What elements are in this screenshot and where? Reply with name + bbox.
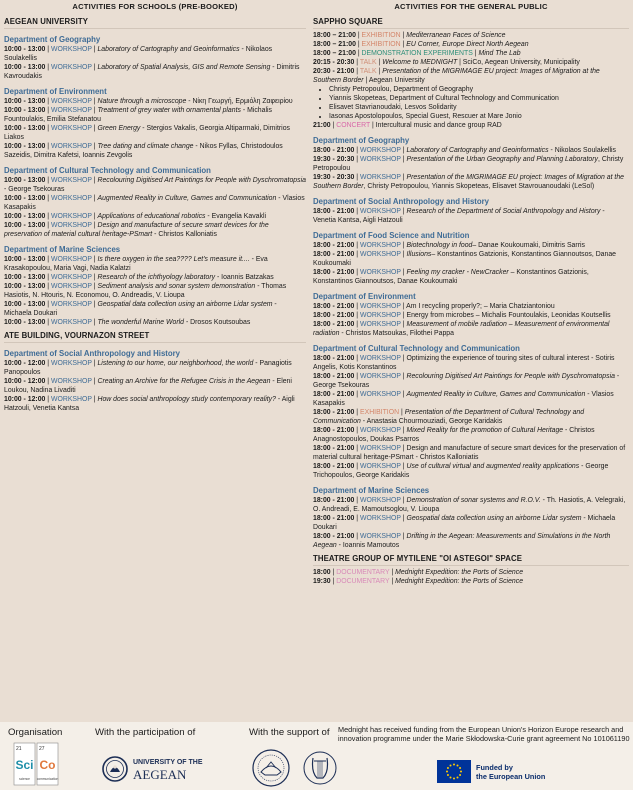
event-type: WORKSHOP	[51, 274, 92, 281]
event-type: WORKSHOP	[51, 125, 92, 132]
event-line: 10:00 - 13:00 | WORKSHOP | Laboratory of Spatial Analysis, GIS and Remote Sensing - Dimitris Kavroudakis	[4, 64, 300, 80]
event-title: Drifting in the Aegean: Measurements and Simulations in the North Aegean	[313, 533, 611, 549]
event-type: WORKSHOP	[360, 391, 401, 398]
event-people: - Vlasios Kasapakis	[313, 391, 614, 407]
event-people: - Christos Kalloniatis	[152, 231, 217, 238]
event-title: Biotechnology in food	[406, 242, 473, 249]
department-title: Department of Marine Sciences	[313, 486, 430, 495]
eu-star	[450, 777, 452, 779]
schools-column	[4, 0, 306, 413]
event-people: - Christos Anagnostopoulos, Doukas Psarros	[313, 427, 595, 443]
event-type: WORKSHOP	[360, 147, 401, 154]
event-type: WORKSHOP	[360, 515, 401, 522]
event-time: 18:00 - 21:00	[313, 427, 355, 434]
event-title: Design and manufacture of secure smart devices for the preservation of material cultural heritage-PSmart	[313, 445, 626, 461]
event-type: EXHIBITION	[361, 41, 401, 48]
event-time: 18:00	[313, 569, 331, 576]
event-time: 18:00 – 21:00	[313, 32, 356, 39]
event-people: - Eva Krasakopoulou, Maria Vagi, Nadia Kalatzi	[4, 256, 268, 272]
scico-number-2: 27	[39, 746, 45, 752]
event-title: Nature through a microscope	[97, 98, 187, 105]
event-time: 18:00 - 21:00	[313, 409, 355, 416]
event-line: 10:00 - 13:00 | WORKSHOP | Laboratory of Cartography and Geoinformatics - Nikolaos Soulakellis	[4, 46, 273, 62]
eu-star	[460, 771, 462, 773]
event-line: 20:30 - 21:00 | TALK | Presentation of the MIGRIMAGE EU project: Images of Migration at the Southern Border | Aegean University	[313, 68, 600, 84]
department-block	[313, 344, 629, 480]
event-type: EXHIBITION	[360, 409, 400, 416]
event-type: WORKSHOP	[360, 355, 401, 362]
event-title: Treatment of grey water with ornamental plants	[97, 107, 241, 114]
public-column	[313, 0, 629, 586]
event-type: WORKSHOP	[51, 143, 92, 150]
event-line: 18:00 - 21:00 | WORKSHOP | Recolouring Digitised Art Paintings for People with Dyschromatopsia - George Tsekouras	[313, 373, 620, 389]
event-people: | Aegean University	[363, 77, 425, 84]
eu-star	[453, 778, 455, 780]
event-time: 18:00 – 21:00	[313, 50, 356, 57]
event-time: 10:00 - 13:00	[4, 213, 46, 220]
department-title: Department of Marine Sciences	[4, 245, 121, 254]
event-people: - Vlasios Kasapakis	[4, 195, 305, 211]
event-line: 10:00 - 13:00 | WORKSHOP | Design and manufacture of secure smart devices for the preservation of material cultural heritage-PSmart - Christos Kalloniatis	[4, 222, 269, 238]
event-title: Applications of educational robotics	[97, 213, 206, 220]
event-type: WORKSHOP	[51, 107, 92, 114]
event-line: 19:30 | DOCUMENTARY | Mednight Expedition: the Ports of Science	[313, 578, 524, 585]
department-title: Department of Social Anthropology and History	[313, 197, 490, 206]
eu-star	[450, 764, 452, 766]
event-title: Is there oxygen in the sea???? Let's measure it....	[97, 256, 252, 263]
venue-title: AEGEAN UNIVERSITY	[4, 17, 306, 29]
event-people: - Ioannis Batzakas	[215, 274, 274, 281]
event-title: Mediterranean Faces of Science	[406, 32, 506, 39]
event-title: Optimizing the experience of touring sites of cultural interest	[406, 355, 590, 362]
event-line: 18:00 - 21:00 | EXHIBITION | Presentation of the Department of Cultural Technology and Communication - Anastasia Chourmouziadi, George Karidakis	[313, 409, 585, 425]
event-title: Mednight Expedition: the Ports of Science	[395, 578, 524, 585]
event-type: WORKSHOP	[51, 256, 92, 263]
event-title: Laboratory of Spatial Analysis, GIS and Remote Sensing	[97, 64, 271, 71]
event-people: – Maria Chatziantoniou	[481, 303, 555, 310]
eu-star	[457, 777, 459, 779]
department-title: Department of Food Science and Nutrition	[313, 231, 470, 240]
event-people: - Aigli Hatzouli, Venetia Kantsa	[4, 396, 295, 412]
event-time: 10:00 - 13:00	[4, 256, 46, 263]
department-block	[4, 166, 306, 239]
event-type: WORKSHOP	[51, 213, 92, 220]
event-type: WORKSHOP	[360, 174, 401, 181]
public-column-title: ACTIVITIES FOR THE GENERAL PUBLIC	[394, 2, 548, 11]
footer	[0, 722, 633, 790]
event-line: 18:00 – 21:00 | EXHIBITION | Mediterranean Faces of Science	[313, 32, 506, 39]
event-type: WORKSHOP	[360, 156, 401, 163]
event-time: 10:00 - 13:00	[4, 319, 46, 326]
event-type: WORKSHOP	[360, 303, 401, 310]
event-time: 18:00 - 21:00	[313, 445, 355, 452]
event-title: Augmented Reality in Culture, Games and Communication	[406, 391, 586, 398]
eu-star	[459, 774, 461, 776]
department-title: Department of Geography	[313, 136, 410, 145]
event-line: 18:00 - 21:00 | WORKSHOP | Biotechnology in food– Danae Koukoumaki, Dimitris Sarris	[313, 242, 585, 249]
event-title: Research of the ichthyology laboratory	[97, 274, 216, 281]
event-type: WORKSHOP	[360, 427, 401, 434]
event-type: WORKSHOP	[360, 497, 401, 504]
eu-flag-icon	[437, 760, 471, 783]
event-time: 18:00 - 21:00	[313, 251, 355, 258]
event-title: Use of cultural virtual and augmented reality applications	[406, 463, 580, 470]
event-time: 10:00 - 13:00	[4, 46, 46, 53]
event-title: Design and manufacture of secure smart devices for the preservation of material cultural heritage-PSmart	[4, 222, 269, 238]
event-title: Energy from microbes	[406, 312, 474, 319]
event-type: CONCERT	[336, 122, 371, 129]
event-line: 18:00 – 21:00 | EXHIBITION | EU Corner, Europe Direct North Aegean	[313, 41, 529, 48]
eu-funded-line-2: the European Union	[476, 772, 546, 781]
event-time: 10:00 - 13:00	[4, 125, 46, 132]
event-people: - Michalis Fountoulakis, Emilia Stefanatou	[4, 107, 272, 123]
event-line: 18:00 - 21:00 | WORKSHOP | Optimizing the experience of touring sites of cultural interest - Sotiris Angelis, Kotis Konstantinos	[313, 355, 615, 371]
venue-title: ATE BUILDING, VOURNAZON STREET	[4, 331, 306, 343]
event-type: DOCUMENTARY	[336, 569, 390, 576]
event-type: WORKSHOP	[51, 98, 92, 105]
aegean-seal-icon	[102, 756, 128, 782]
department-title: Department of Cultural Technology and Communication	[4, 166, 211, 175]
event-people: - Thomas Hasiotis, N. Htouris, N. Economou, O. Andreadis, V. Lioupa	[4, 283, 287, 299]
event-type: WORKSHOP	[51, 396, 92, 403]
event-line: 10:00 - 13:00 | WORKSHOP | Applications of educational robotics - Evangelia Kavakli	[4, 213, 267, 220]
event-title: Tree dating and climate change	[97, 143, 194, 150]
event-people: - Νίκη Γεωργή, Ερμιόλη Ζαφειρίου	[186, 98, 293, 105]
event-type: WORKSHOP	[51, 46, 92, 53]
event-line: 10:00 - 13:00 | WORKSHOP | Augmented Reality in Culture, Games and Communication - Vlasios Kasapakis	[4, 195, 305, 211]
event-people: - Nikolaos Soulakellis	[4, 46, 273, 62]
event-line: 10:00 - 13:00 | WORKSHOP | Geospatial data collection using an airborne Lidar system - Michaela Doukari	[4, 301, 277, 317]
department-block	[313, 486, 629, 550]
event-time: 10:00 - 13:00	[4, 195, 46, 202]
event-title: Recolouring Digitised Art Paintings for People with Dyschromatopsia	[406, 373, 615, 380]
event-time: 18:00 - 21:00	[313, 515, 355, 522]
department-block	[313, 292, 629, 338]
event-title: Illusions	[406, 251, 432, 258]
event-type: WORKSHOP	[51, 301, 92, 308]
event-people: - Michaela Doukari	[313, 515, 616, 531]
event-time: 10:00 - 12:00	[4, 378, 46, 385]
event-time: 21:00	[313, 122, 331, 129]
event-title: Demonstration of sonar systems and R.O.V.	[406, 497, 541, 504]
event-line: 19:30 - 20:30 | WORKSHOP | Presentation of the MIGRIMAGE EU project: Images of Migration at the Southern Border, Christy Petropoulou, Yiannis Skopeteas, Elisavet Stavrouanoudaki (LeSol)	[313, 174, 625, 190]
eu-funded-line-1: Funded by	[476, 763, 513, 772]
event-title: Mednight Expedition: the Ports of Science	[395, 569, 524, 576]
event-people: - Evangelia Kavakli	[205, 213, 267, 220]
event-type: WORKSHOP	[51, 360, 92, 367]
event-people: - Christos Matsoukas, Filothei Pappa	[339, 330, 454, 337]
event-people: - Nikos Fyllas, Christodoulos Sazeidis, Dimitra Kafetsi, Ioannis Zevgolis	[4, 143, 283, 159]
event-type: DOCUMENTARY	[336, 578, 390, 585]
event-time: 10:00 - 13:00	[4, 98, 46, 105]
event-time: 18:00 - 21:00	[313, 269, 355, 276]
event-title: Augmented Reality in Culture, Games and Communication	[97, 195, 277, 202]
eu-star	[446, 771, 448, 773]
event-line: 18:00 - 21:00 | WORKSHOP | Measurement of mobile radiation – Measurement of environmental radiation - Christos Matsoukas, Filothei Pappa	[313, 321, 610, 337]
event-time: 10:00 - 12:00	[4, 396, 46, 403]
event-line: 18:00 | DOCUMENTARY | Mednight Expedition: the Ports of Science	[313, 569, 524, 576]
department-title: Department of Geography	[4, 35, 101, 44]
schools-content	[4, 17, 306, 413]
event-people: – Danae Koukoumaki, Dimitris Sarris	[472, 242, 585, 249]
event-time: 10:00 - 13:00	[4, 274, 46, 281]
event-people: - George Tsekouras	[4, 186, 65, 193]
event-title: Am I recycling properly?;	[406, 303, 482, 310]
event-title: Feeling my cracker - NewCracker	[406, 269, 509, 276]
event-people: - Venetia Kantsa, Aigli Hatzouli	[313, 208, 605, 224]
department-block	[313, 231, 629, 286]
event-line: 18:00 - 21:00 | WORKSHOP | Drifting in the Aegean: Measurements and Simulations in the North Aegean - Ioannis Mamoutos	[313, 533, 611, 549]
event-time: 18:00 - 21:00	[313, 497, 355, 504]
schools-column-title: ACTIVITIES FOR SCHOOLS (PRE-BOOKED)	[72, 2, 238, 11]
event-people: - Panagiotis Panopoulos	[4, 360, 292, 376]
event-type: TALK	[359, 68, 377, 75]
department-block	[4, 87, 306, 160]
event-title: How does social anthropology study contemporary reality?	[97, 396, 276, 403]
scico-name-1: science	[19, 777, 30, 781]
event-time: 10:00 - 13:00	[4, 222, 46, 229]
event-type: WORKSHOP	[360, 269, 401, 276]
event-time: 19:30 - 20:30	[313, 174, 355, 181]
event-line: 10:00 - 12:00 | WORKSHOP | How does social anthropology study contemporary reality? - Aigli Hatzouli, Venetia Kantsa	[4, 396, 295, 412]
event-title: The wonderful Marine World	[97, 319, 185, 326]
aegean-line-2: AEGEAN	[133, 767, 187, 782]
event-line: 10:00 - 13:00 | WORKSHOP | The wonderful Marine World - Drosos Koutsoubas	[4, 319, 251, 326]
department-title: Department of Social Anthropology and History	[4, 349, 181, 358]
event-title: Research of the Department of Social Anthropology and History	[406, 208, 601, 215]
event-time: 18:00 - 21:00	[313, 321, 355, 328]
scico-symbol-1: Sci	[15, 758, 34, 772]
event-time: 18:00 - 21:00	[313, 208, 355, 215]
event-type: WORKSHOP	[51, 64, 92, 71]
event-line: 18:00 - 21:00 | WORKSHOP | Research of the Department of Social Anthropology and History - Venetia Kantsa, Aigli Hatzouli	[313, 208, 605, 224]
event-line: 18:00 - 21:00 | WORKSHOP | Use of cultural virtual and augmented reality applications - George Trichopoulos, George Karidakis	[313, 463, 609, 479]
event-title: Presentation of the MIGRIMAGE EU project: Images of Migration at the Southern Border	[313, 174, 625, 190]
event-line: 10:00 - 13:00 | WORKSHOP | Nature through a microscope - Νίκη Γεωργή, Ερμιόλη Ζαφειρίου	[4, 98, 293, 105]
event-title: Creating an Archive for the Refugee Crisis in the Aegean	[97, 378, 271, 385]
aegean-line-1: UNIVERSITY OF THE	[133, 759, 203, 766]
event-line: 21:00 | CONCERT | Intercultural music and dance group RAD	[313, 122, 502, 129]
event-type: WORKSHOP	[360, 463, 401, 470]
event-people: - Ioannis Mamoutos	[336, 542, 400, 549]
event-line: 18:00 - 21:00 | WORKSHOP | Design and manufacture of secure smart devices for the preservation of material cultural heritage-PSmart - Christos Kalloniatis	[313, 445, 626, 461]
event-time: 10:00 - 13:00	[4, 143, 46, 150]
public-content	[313, 17, 629, 586]
speaker-item: • Yiannis Skopeteas, Department of Cultural Technology and Communication	[329, 94, 629, 103]
event-time: 10:00 - 13:00	[4, 301, 46, 308]
event-people: - Nikolaos Soulakellis	[548, 147, 616, 154]
event-title: EU Corner, Europe Direct North Aegean	[406, 41, 529, 48]
event-time: 10:00 - 12:00	[4, 360, 46, 367]
event-time: 18:00 - 21:00	[313, 303, 355, 310]
event-line: 18:00 - 21:00 | WORKSHOP | Energy from microbes – Michalis Fountoulakis, Leonidas Koutsellis	[313, 312, 611, 319]
event-line: 20:15 - 20:30 | TALK | Welcome to MEDNIGHT | SciCo, Aegean University, Municipality	[313, 59, 580, 66]
event-line: 18:00 - 21:00 | WORKSHOP | Augmented Reality in Culture, Games and Communication - Vlasios Kasapakis	[313, 391, 614, 407]
event-line: 10:00 - 13:00 | WORKSHOP | Tree dating and climate change - Nikos Fyllas, Christodoulos Sazeidis, Dimitra Kafetsi, Ioannis Zevgolis	[4, 143, 283, 159]
speaker-item: • Christy Petropoulou, Department of Geography	[329, 85, 629, 94]
speaker-item: • Iasonas Apostolopoulos, Special Guest, Rescuer at Mare Jonio	[329, 112, 629, 121]
event-title: Mind The Lab	[478, 50, 521, 57]
organisation-label: Organisation	[8, 727, 63, 738]
participation-label: With the participation of	[95, 727, 196, 738]
event-title: Presentation of the Department of Cultural Technology and Communication	[313, 409, 585, 425]
eu-star	[453, 764, 455, 766]
event-line: 10:00 - 12:00 | WORKSHOP | Creating an Archive for the Refugee Crisis in the Aegean - Eleni Loukou, Nadina Livaditi	[4, 378, 292, 394]
event-line: 10:00 - 13:00 | WORKSHOP | Sediment analysis and sonar system demonstration - Thomas Hasiotis, N. Htouris, N. Economou, O. Andreadis, V. Lioupa	[4, 283, 287, 299]
event-title: Welcome to MEDNIGHT	[382, 59, 458, 66]
event-time: 10:00 - 13:00	[4, 177, 46, 184]
event-people: - George Tsekouras	[313, 373, 620, 389]
event-title: Laboratory of Cartography and Geoinformatics	[97, 46, 240, 53]
speaker-item: • Elisavet Stavrianoudaki, Lesvos Solidarity	[329, 103, 629, 112]
event-title: Presentation of the Urban Geography and Planning Laboratory	[406, 156, 599, 163]
event-type: WORKSHOP	[360, 208, 401, 215]
event-time: 20:30 - 21:00	[313, 68, 355, 75]
scico-name-2: communication	[36, 777, 59, 781]
scico-logo	[13, 742, 59, 786]
event-people: - Michaela Doukari	[4, 301, 277, 317]
event-type: WORKSHOP	[360, 373, 401, 380]
event-title: Green Energy	[97, 125, 141, 132]
event-line: 10:00 - 12:00 | WORKSHOP | Listening to our home, our neighborhood, the world - Panagiotis Panopoulos	[4, 360, 292, 376]
event-title: Sediment analysis and sonar system demonstration	[97, 283, 256, 290]
event-type: WORKSHOP	[360, 533, 401, 540]
speaker-list	[313, 85, 629, 121]
event-title: Mixed Reality for the promotion of Cultural Heritage	[406, 427, 564, 434]
event-people: - Sotiris Angelis, Kotis Konstantinos	[313, 355, 615, 371]
event-people: - Eleni Loukou, Nadina Livaditi	[4, 378, 292, 394]
event-type: WORKSHOP	[360, 242, 401, 249]
event-line: 18:00 - 21:00 | WORKSHOP | Mixed Reality for the promotion of Cultural Heritage - Christos Anagnostopoulos, Doukas Psarros	[313, 427, 595, 443]
department-title: Department of Environment	[313, 292, 416, 301]
event-people: | SciCo, Aegean University, Municipality	[457, 59, 580, 66]
event-people: - Anastasia Chourmouziadi, George Karidakis	[360, 418, 503, 425]
event-type: WORKSHOP	[360, 321, 401, 328]
event-type: TALK	[359, 59, 377, 66]
event-people: - Christos Kalloniatis	[413, 454, 479, 461]
event-type: WORKSHOP	[360, 312, 401, 319]
event-type: EXHIBITION	[361, 32, 401, 39]
event-line: 19:30 - 20:30 | WORKSHOP | Presentation of the Urban Geography and Planning Laboratory, Christy Petropoulou	[313, 156, 624, 172]
department-block	[313, 136, 629, 191]
event-people: – Michalis Fountoulakis, Leonidas Koutsellis	[473, 312, 611, 319]
event-people: - Drosos Koutsoubas	[184, 319, 251, 326]
event-time: 18:00 - 21:00	[313, 463, 355, 470]
event-time: 10:00 - 13:00	[4, 107, 46, 114]
scico-number-1: 21	[16, 746, 22, 752]
event-line: 10:00 - 13:00 | WORKSHOP | Green Energy - Stergios Vakalis, Georgia Altiparmaki, Dimitrios Liakos	[4, 125, 290, 141]
event-time: 18:00 - 21:00	[313, 312, 355, 319]
event-title: Laboratory of Cartography and Geoinformatics	[406, 147, 549, 154]
event-time: 18:00 - 21:00	[313, 355, 355, 362]
event-line: 18:00 - 21:00 | WORKSHOP | Am I recycling properly?; – Maria Chatziantoniou	[313, 303, 555, 310]
eu-star	[457, 764, 459, 766]
event-people: , Christy Petropoulou, Yiannis Skopeteas, Elisavet Stavrouanoudaki (LeSol)	[363, 183, 595, 190]
event-time: 18:00 - 21:00	[313, 242, 355, 249]
event-title: Listening to our home, our neighborhood, the world	[97, 360, 254, 367]
support-label: With the support of	[249, 727, 330, 738]
department-title: Department of Cultural Technology and Communication	[313, 344, 520, 353]
event-people: – Konstantinos Gatzionis, Konstantinos Giannoutsos, Danae Koukoumaki	[313, 269, 589, 285]
eu-star	[447, 774, 449, 776]
event-time: 18:00 - 21:00	[313, 533, 355, 540]
event-line: 10:00 - 13:00 | WORKSHOP | Research of the ichthyology laboratory - Ioannis Batzakas	[4, 274, 274, 281]
event-time: 18:00 - 21:00	[313, 391, 355, 398]
event-type: WORKSHOP	[51, 283, 92, 290]
event-line: 18:00 - 21:00 | WORKSHOP | Laboratory of Cartography and Geoinformatics - Nikolaos Soulakellis	[313, 147, 616, 154]
scico-symbol-2: Co	[39, 758, 56, 772]
event-time: 19:30 - 20:30	[313, 156, 355, 163]
department-block	[4, 35, 306, 81]
event-line: 18:00 – 21:00 | DEMONSTRATION EXPERIMENTS | Mind The Lab	[313, 50, 521, 57]
event-people: , Christy Petropoulou	[313, 156, 624, 172]
event-time: 20:15 - 20:30	[313, 59, 355, 66]
event-type: WORKSHOP	[360, 445, 401, 452]
event-line: 10:00 - 13:00 | WORKSHOP | Recolouring Digitised Art Paintings for People with Dyschromatopsia - George Tsekouras	[4, 177, 306, 193]
event-type: WORKSHOP	[51, 378, 92, 385]
venue-title: THEATRE GROUP OF MYTILENE "OI ASTEGOI" SPACE	[313, 554, 629, 566]
department-block	[313, 197, 629, 225]
department-block	[4, 349, 306, 413]
event-type: WORKSHOP	[51, 195, 92, 202]
event-title: Intercultural music and dance group RAD	[375, 122, 502, 129]
event-title: Recolouring Digitised Art Paintings for People with Dyschromatopsia	[97, 177, 306, 184]
event-people: - George Trichopoulos, George Karidakis	[313, 463, 609, 479]
event-people: - Th. Hasiotis, A. Velegraki, O. Andreadi, E. Mamoutsoglou, V. Lioupa	[313, 497, 626, 513]
event-title: Geospatial data collection using an airborne Lidar system	[406, 515, 582, 522]
event-time: 18:00 – 21:00	[313, 41, 356, 48]
event-people: - Stergios Vakalis, Georgia Altiparmaki, Dimitrios Liakos	[4, 125, 290, 141]
chamber-seal-icon	[250, 748, 292, 788]
event-time: 18:00 - 21:00	[313, 147, 355, 154]
event-time: 10:00 - 13:00	[4, 64, 46, 71]
event-type: WORKSHOP	[51, 319, 92, 326]
lyre-emblem-icon	[303, 750, 337, 786]
event-line: 18:00 - 21:00 | WORKSHOP | Geospatial data collection using an airborne Lidar system - Michaela Doukari	[313, 515, 616, 531]
department-title: Department of Environment	[4, 87, 107, 96]
event-line: 10:00 - 13:00 | WORKSHOP | Treatment of grey water with ornamental plants - Michalis Fountoulakis, Emilia Stefanatou	[4, 107, 272, 123]
event-type: WORKSHOP	[360, 251, 401, 258]
eu-star	[459, 767, 461, 769]
funding-statement: Mednight has received funding from the European Union's Horizon Europe research and innovation programme under the Marie Skłodowska-Curie grant agreement No 101061190	[338, 725, 630, 744]
event-people: - Dimitris Kavroudakis	[4, 64, 300, 80]
event-title: Geospatial data collection using an airborne Lidar system	[97, 301, 273, 308]
event-line: 18:00 - 21:00 | WORKSHOP | Demonstration of sonar systems and R.O.V. - Th. Hasiotis, A. Velegraki, O. Andreadi, E. Mamoutsoglou, V. Lioupa	[313, 497, 626, 513]
event-type: WORKSHOP	[51, 177, 92, 184]
event-title: Measurement of mobile radiation – Measurement of environmental radiation	[313, 321, 610, 337]
event-type: DEMONSTRATION EXPERIMENTS	[361, 50, 473, 57]
event-line: 18:00 - 21:00 | WORKSHOP | Feeling my cracker - NewCracker – Konstantinos Gatzionis, Konstantinos Giannoutsos, Danae Koukoumaki	[313, 269, 589, 285]
event-line: 18:00 - 21:00 | WORKSHOP | Illusions– Konstantinos Gatzionis, Konstantinos Giannoutsos, Danae Koukoumaki	[313, 251, 617, 267]
event-type: WORKSHOP	[51, 222, 92, 229]
venue-title: SAPPHO SQUARE	[313, 17, 629, 29]
event-time: 10:00 - 13:00	[4, 283, 46, 290]
eu-star	[447, 767, 449, 769]
event-line: 10:00 - 13:00 | WORKSHOP | Is there oxygen in the sea???? Let's measure it.... - Eva Krasakopoulou, Maria Vagi, Nadia Kalatzi	[4, 256, 268, 272]
event-people: – Konstantinos Gatzionis, Konstantinos Giannoutsos, Danae Koukoumaki	[313, 251, 617, 267]
event-time: 18:00 - 21:00	[313, 373, 355, 380]
department-block	[4, 245, 306, 327]
event-title: Presentation of the MIGRIMAGE EU project: Images of Migration at the Southern Border	[313, 68, 600, 84]
event-time: 19:30	[313, 578, 331, 585]
